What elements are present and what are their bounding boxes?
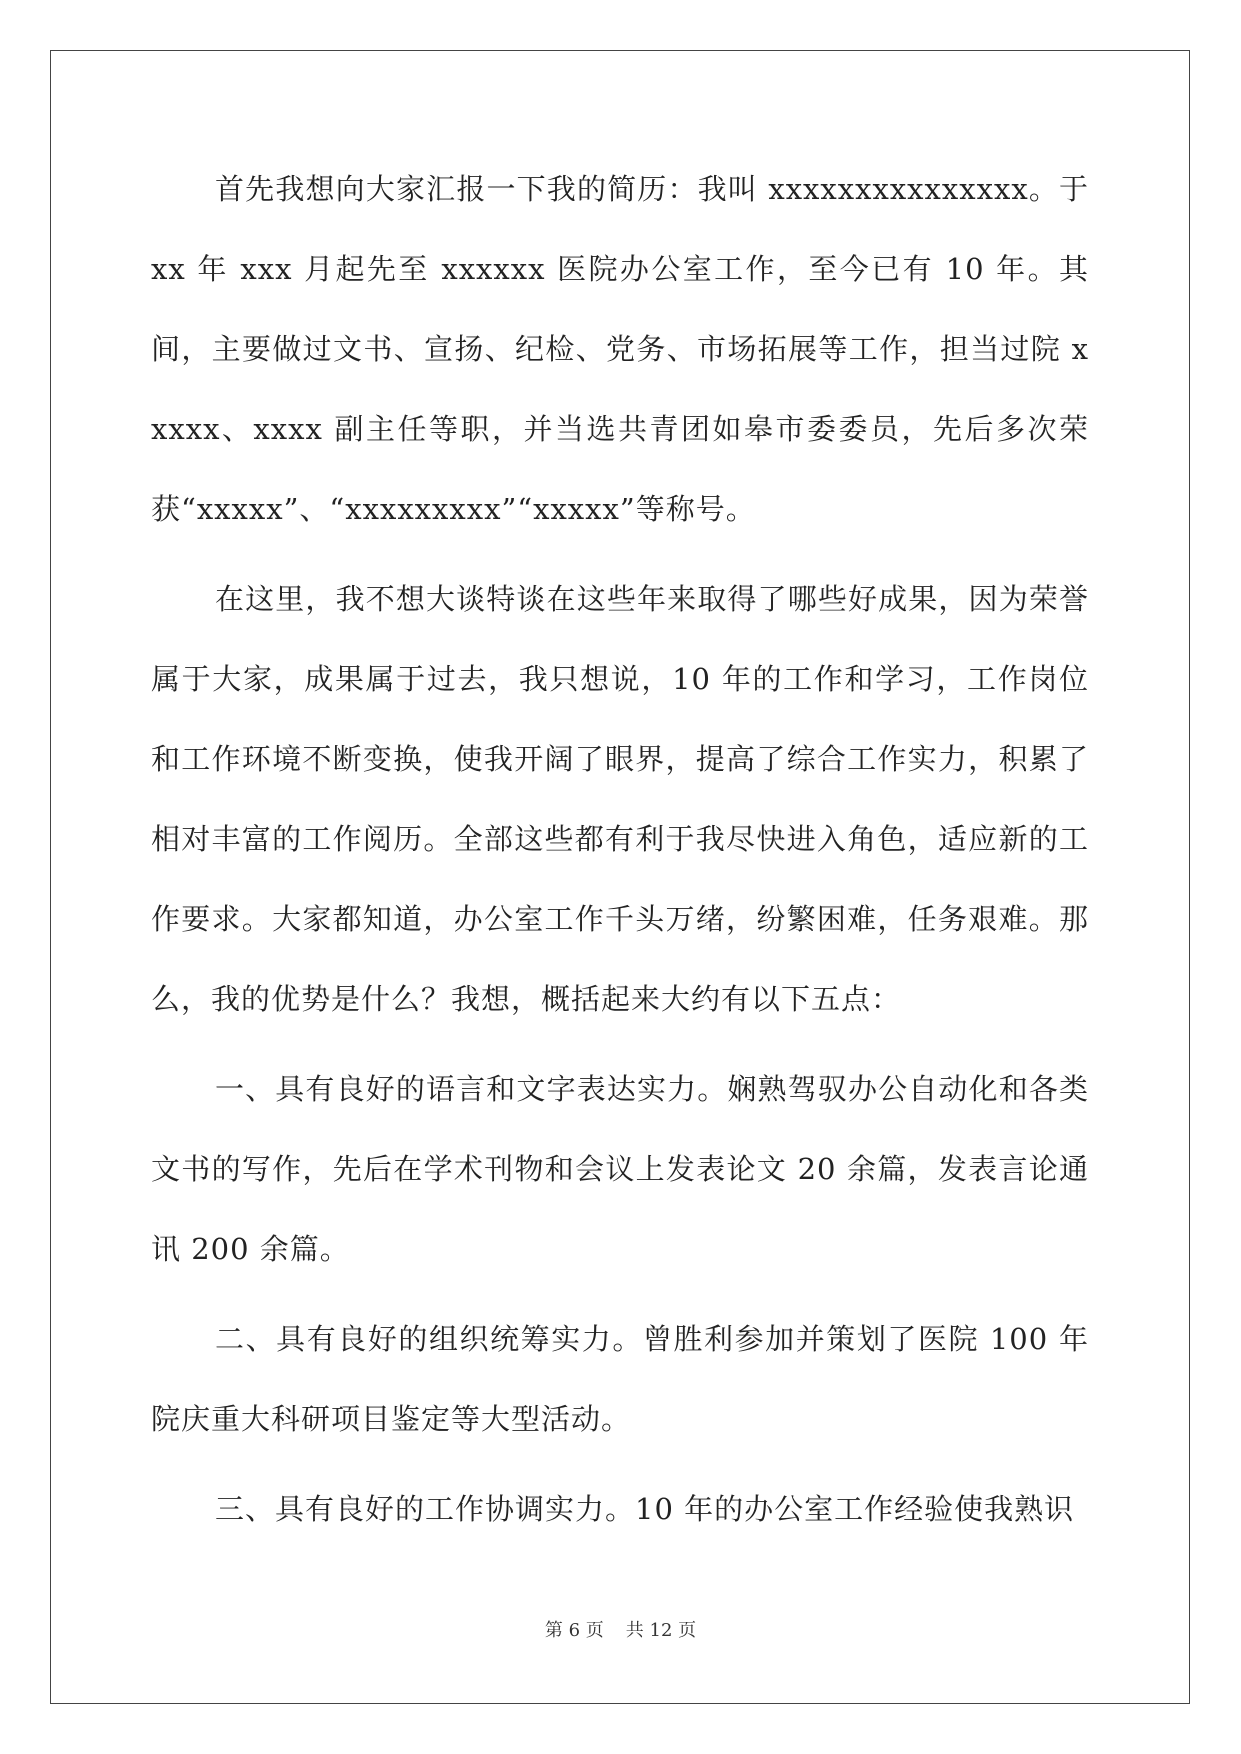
document-body — [151, 149, 1089, 1559]
page-total: 共 12 页 — [625, 1620, 697, 1641]
paragraph-resume: 首先我想向大家汇报一下我的简历：我叫 xxxxxxxxxxxxxxx。于 xx 年 xxx 月起先至 xxxxxx 医院办公室工作，至今已有 10 年。其间，主要做过文书、宣扬、纪检、党务、市场拓展等工作，担当过院 xxxxx、xxxx 副主任等职，并当选共青团如皋市委委员，先后多次荣获“xxxxx”、“xxxxxxxxx”“xxxxx”等称号。 — [151, 172, 1089, 526]
page-number: 第 6 页 — [544, 1620, 604, 1641]
page-footer — [0, 1616, 1241, 1642]
paragraph-point-two: 二、具有良好的组织统筹实力。曾胜利参加并策划了医院 100 年院庆重大科研项目鉴定等大型活动。 — [151, 1322, 1089, 1436]
paragraph-point-three: 三、具有良好的工作协调实力。10 年的办公室工作经验使我熟识 — [215, 1492, 1075, 1526]
paragraph-experience: 在这里，我不想大谈特谈在这些年来取得了哪些好成果，因为荣誉属于大家，成果属于过去，我只想说，10 年的工作和学习，工作岗位和工作环境不断变换，使我开阔了眼界，提高了综合工作实力，积累了相对丰富的工作阅历。全部这些都有利于我尽快进入角色，适应新的工作要求。大家都知道，办公室工作千头万绪，纷繁困难，任务艰难。那么，我的优势是什么？我想，概括起来大约有以下五点： — [151, 582, 1089, 1016]
paragraph-point-one: 一、具有良好的语言和文字表达实力。娴熟驾驭办公自动化和各类文书的写作，先后在学术刊物和会议上发表论文 20 余篇，发表言论通讯 200 余篇。 — [151, 1072, 1089, 1266]
